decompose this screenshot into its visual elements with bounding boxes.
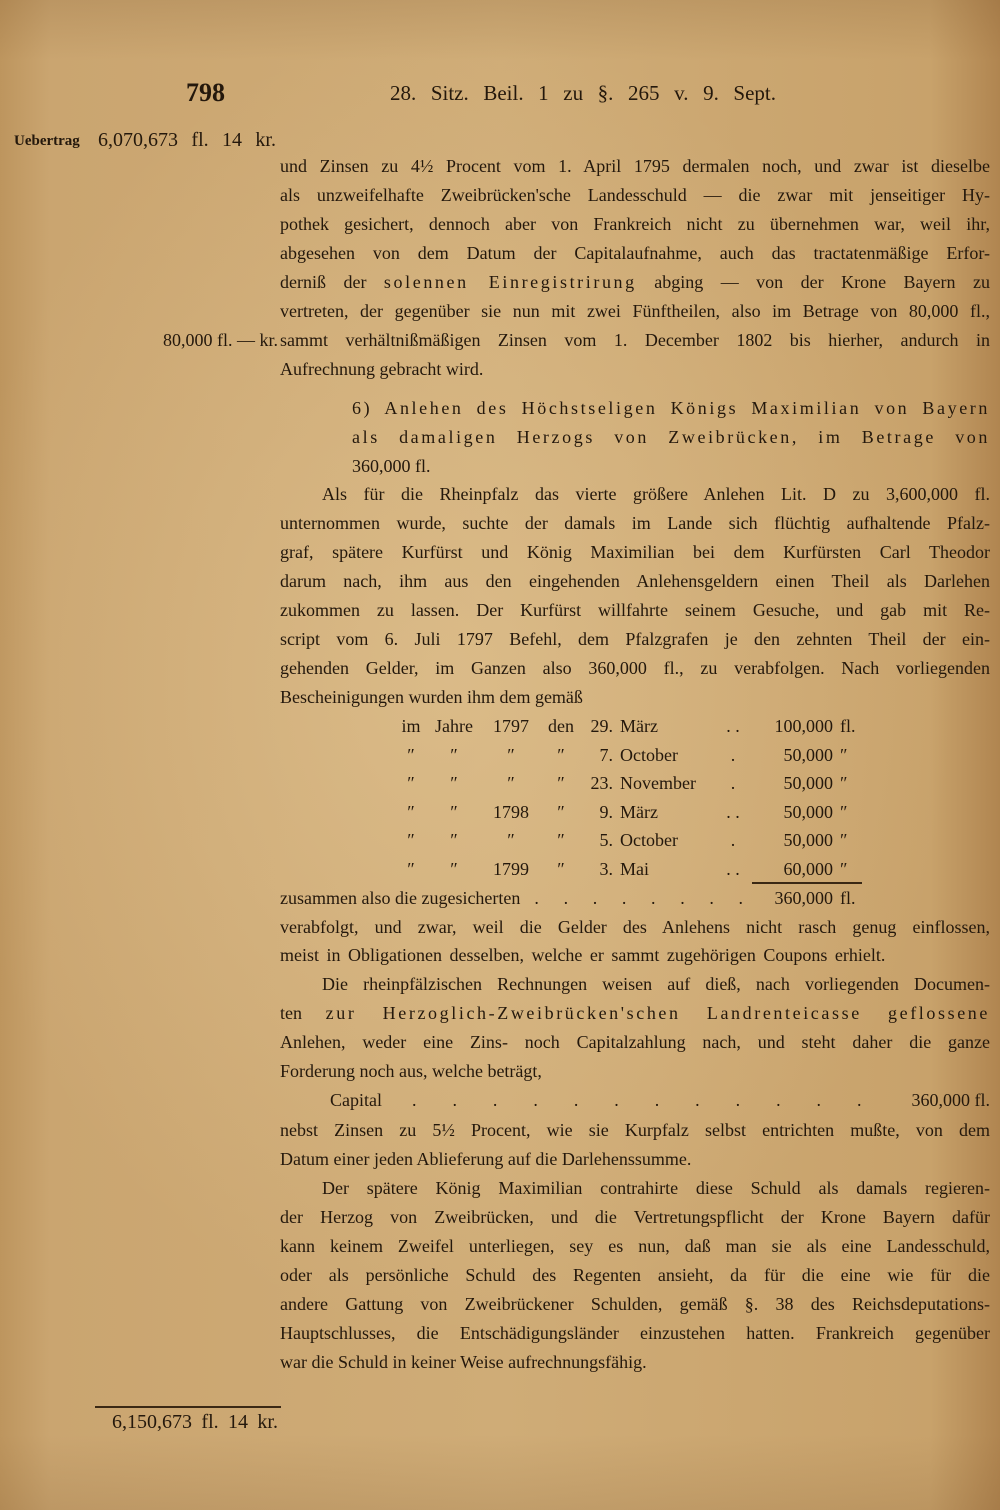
paragraph (280, 480, 990, 712)
table-cell: ″ (557, 858, 565, 879)
margin-item-amount: 80,000 fl. — kr. (163, 330, 278, 350)
table-cell: den (548, 716, 574, 736)
total-unit-cell: fl. (840, 888, 856, 908)
year-cell: ″ (507, 830, 515, 851)
unit-cell: ″ (840, 801, 848, 822)
text-line: darum nach, ihm aus den eingehenden Anlehensgeldern einen Theil als Darlehen (280, 571, 990, 591)
paragraph (280, 1116, 990, 1174)
payment-row (397, 712, 873, 741)
payment-row (397, 769, 873, 798)
table-cell: ″ (450, 744, 458, 765)
text-line: abgesehen von dem Datum der Capitalaufnahme, auch das tractatenmäßige Erfor- (280, 243, 990, 263)
text-line: script vom 6. Juli 1797 Befehl, dem Pfalzgrafen je den zehnten Theil der ein- (280, 629, 990, 649)
leader-dots: . (730, 744, 736, 765)
heading-line: als damaligen Herzogs von Zweibrücken, im Betrage von (352, 427, 990, 447)
capital-row (330, 1086, 990, 1115)
item5-continuation-paragraph (280, 152, 990, 384)
amount-cell: 100,000 (774, 716, 833, 736)
year-cell: 1798 (493, 801, 529, 822)
text-line: Forderung noch aus, welche beträgt, (280, 1061, 542, 1081)
text-segment: derniß der (280, 272, 384, 292)
carried-forward-amount: 6,070,673 fl. 14 kr. (98, 129, 276, 151)
text-line: oder als persönliche Schuld des Regenten ansieht, da für die eine wie für die (280, 1265, 990, 1285)
leader-dots: . . . . . . . . . . . . (412, 1090, 862, 1110)
spaced-text-segment: zur Herzoglich-Zweibrücken'schen Landrenteicasse geflossene (325, 1003, 990, 1023)
month-cell: October (620, 744, 678, 765)
table-cell: im (401, 716, 421, 736)
text-line: war die Schuld in keiner Weise aufrechnungsfähig. (280, 1352, 647, 1372)
payments-table (397, 712, 873, 884)
text-line: der Herzog von Zweibrücken, und die Vertretungspflicht der Krone Bayern dafür (280, 1207, 990, 1227)
payment-row (397, 855, 873, 884)
text-line: Aufrechnung gebracht wird. (280, 359, 484, 379)
day-cell: 3. (599, 858, 613, 879)
amount-cell: 50,000 (783, 830, 833, 851)
text-line: und Zinsen zu 4½ Procent vom 1. April 1795 dermalen noch, und zwar ist dieselbe (280, 156, 990, 176)
unit-cell: ″ (840, 744, 848, 765)
table-cell: ″ (557, 773, 565, 794)
table-cell: ″ (557, 830, 565, 851)
unit-cell: ″ (840, 830, 848, 851)
text-line: unternommen wurde, suchte der damals im Lande sich flüchtig aufhaltende Pfalz- (280, 513, 990, 533)
running-title: 28. Sitz. Beil. 1 zu §. 265 v. 9. Sept. (390, 81, 776, 105)
payment-row (397, 741, 873, 770)
text-line: Als für die Rheinpfalz das vierte größere Anlehen Lit. D zu 3,600,000 fl. (322, 484, 990, 504)
capital-amount: 360,000 fl. (911, 1090, 990, 1110)
text-line: pothek gesichert, dennoch aber von Frankreich nicht zu übernehmen war, weil ihr, (280, 214, 990, 234)
text-line: nebst Zinsen zu 5½ Procent, wie sie Kurpfalz selbst entrichten mußte, von dem (280, 1120, 990, 1140)
leader-dots: . (730, 830, 736, 851)
text-line: Hauptschlusses, die Entschädigungsländer einzustehen hatten. Frankreich gegenüber (280, 1323, 990, 1343)
page-total-amount: 6,150,673 fl. 14 kr. (112, 1411, 278, 1433)
day-cell: 9. (599, 801, 613, 822)
unit-cell: fl. (840, 716, 856, 736)
carried-forward-label: Uebertrag (14, 133, 80, 149)
leader-dots: . (730, 773, 736, 794)
text-line: Bescheinigungen wurden ihm dem gemäß (280, 687, 583, 707)
table-cell: ″ (557, 801, 565, 822)
amount-cell: 50,000 (783, 773, 833, 794)
table-cell: ″ (557, 744, 565, 765)
table-cell: ″ (407, 858, 415, 879)
table-cell: ″ (407, 801, 415, 822)
year-cell: ″ (507, 744, 515, 765)
paragraph (280, 970, 990, 1086)
text-line: meist in Obligationen desselben, welche er sammt zugehörigen Coupons erhielt. (280, 945, 886, 965)
year-cell: 1799 (493, 858, 529, 879)
text-segment: ten (280, 1003, 326, 1023)
month-cell: October (620, 830, 678, 851)
text-line: gehenden Gelder, im Ganzen also 360,000 fl., zu verabfolgen. Nach vorliegenden (280, 658, 990, 678)
total-amount-cell: 360,000 (774, 888, 833, 908)
paragraph (280, 913, 990, 969)
heading-line: 360,000 fl. (352, 456, 431, 476)
text-line: kann keinem Zweifel unterliegen, sey es nun, daß man sie als eine Landesschuld, (280, 1236, 990, 1256)
text-line: graf, spätere Kurfürst und König Maximilian bei dem Kurfürsten Carl Theodor (280, 542, 990, 562)
amount-cell: 50,000 (783, 744, 833, 765)
year-cell: ″ (507, 773, 515, 794)
amount-cell: 60,000 (783, 858, 833, 879)
day-cell: 23. (590, 773, 613, 794)
total-rule (95, 1406, 281, 1408)
text-line (280, 268, 990, 297)
day-cell: 5. (599, 830, 613, 851)
leader-dots: . . (726, 801, 740, 822)
month-cell: November (620, 773, 696, 794)
payment-row (397, 798, 873, 827)
year-cell: 1797 (493, 716, 529, 736)
month-cell: März (620, 801, 658, 822)
text-line: sammt verhältnißmäßigen Zinsen vom 1. December 1802 bis hierher, andurch in (280, 330, 990, 350)
heading-line: 6) Anlehen des Höchstseligen Königs Maximilian von Bayern (352, 398, 990, 418)
page-number: 798 (186, 78, 225, 107)
payments-total-row (280, 884, 873, 913)
capital-label: Capital (330, 1090, 382, 1110)
month-cell: März (620, 716, 658, 736)
table-cell: ″ (450, 858, 458, 879)
text-line: Die rheinpfälzischen Rechnungen weisen auf dieß, nach vorliegenden Documen- (322, 974, 990, 994)
total-label: zusammen also die zugesicherten (280, 888, 521, 908)
table-cell: ″ (407, 773, 415, 794)
section-heading (352, 394, 990, 481)
day-cell: 29. (590, 716, 613, 736)
spaced-text-segment: solennen Einregistrirung (383, 272, 637, 292)
table-cell: Jahre (435, 716, 473, 736)
day-cell: 7. (599, 744, 613, 765)
table-cell: ″ (407, 830, 415, 851)
table-cell: ″ (450, 830, 458, 851)
unit-cell: ″ (840, 773, 848, 794)
text-line: Anlehen, weder eine Zins- noch Capitalzahlung nach, und steht daher die ganze (280, 1032, 990, 1052)
text-segment: abging — von der Krone Bayern zu (636, 272, 990, 292)
text-line: als unzweifelhafte Zweibrücken'sche Landesschuld — die zwar mit jenseitiger Hy- (280, 185, 990, 205)
leader-dots: . . (726, 858, 740, 879)
text-line: Der spätere König Maximilian contrahirte diese Schuld als damals regieren- (322, 1178, 990, 1198)
leader-dots: . . (726, 716, 740, 736)
text-line: andere Gattung von Zweibrückener Schulden, gemäß §. 38 des Reichsdeputations- (280, 1294, 990, 1314)
leader-dots: . . . . . . . . (534, 888, 743, 908)
text-line: zukommen zu lassen. Der Kurfürst willfahrte seinem Gesuche, und gab mit Re- (280, 600, 990, 620)
unit-cell: ″ (840, 858, 848, 879)
text-line (280, 999, 990, 1028)
text-line: vertreten, der gegenüber sie nun mit zwei Fünftheilen, also im Betrage von 80,000 fl., (280, 301, 990, 321)
table-cell: ″ (450, 773, 458, 794)
text-line: Datum einer jeden Ablieferung auf die Darlehenssumme. (280, 1149, 692, 1169)
paragraph (280, 1174, 990, 1377)
month-cell: Mai (620, 858, 649, 879)
payment-row (397, 826, 873, 855)
amount-cell: 50,000 (783, 801, 833, 822)
table-cell: ″ (450, 801, 458, 822)
table-cell: ″ (407, 744, 415, 765)
text-line: verabfolgt, und zwar, weil die Gelder des Anlehens nicht rasch genug einflossen, (280, 917, 990, 937)
